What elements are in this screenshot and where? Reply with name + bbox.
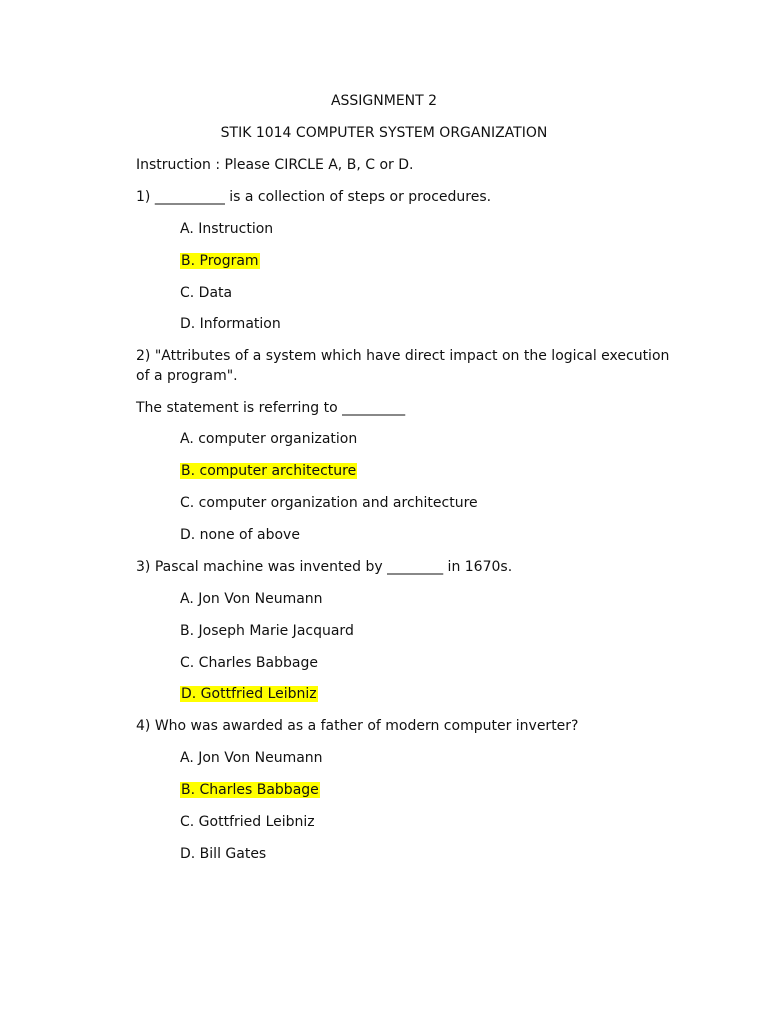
answer-highlight: B. Program: [181, 253, 259, 269]
question-1-option-c: C. Data: [180, 285, 233, 301]
instruction-text: Instruction : Please CIRCLE A, B, C or D.: [136, 157, 414, 173]
course-title: STIK 1014 COMPUTER SYSTEM ORGANIZATION: [220, 125, 548, 141]
question-2-prompt: The statement is referring to _________: [136, 400, 406, 416]
question-1: 1) __________ is a collection of steps or procedures.: [136, 189, 492, 205]
question-1-option-b: [180, 252, 260, 270]
answer-highlight: B. Charles Babbage: [181, 782, 319, 798]
question-3-option-b: B. Joseph Marie Jacquard: [180, 623, 354, 639]
question-4-option-d: D. Bill Gates: [180, 846, 267, 862]
question-3-option-d: [180, 685, 318, 703]
question-1-option-d: D. Information: [180, 316, 281, 332]
question-2-option-c: C. computer organization and architecture: [180, 495, 478, 511]
question-3: 3) Pascal machine was invented by ________ in 1670s.: [136, 559, 513, 575]
question-3-option-a: A. Jon Von Neumann: [180, 591, 323, 607]
assignment-title: ASSIGNMENT 2: [330, 93, 438, 109]
question-2-option-b: [180, 462, 357, 480]
question-2-line-2: of a program".: [136, 368, 238, 384]
question-2-option-a: A. computer organization: [180, 431, 358, 447]
question-4-option-b: [180, 781, 320, 799]
answer-highlight: D. Gottfried Leibniz: [181, 686, 317, 702]
question-1-option-a: A. Instruction: [180, 221, 274, 237]
question-4-option-a: A. Jon Von Neumann: [180, 750, 323, 766]
question-4-option-c: C. Gottfried Leibniz: [180, 814, 315, 830]
question-2-line-1: 2) "Attributes of a system which have direct impact on the logical execution: [136, 348, 670, 364]
answer-highlight: B. computer architecture: [181, 463, 357, 479]
question-4: 4) Who was awarded as a father of modern computer inverter?: [136, 718, 579, 734]
question-2-option-d: D. none of above: [180, 527, 300, 543]
question-3-option-c: C. Charles Babbage: [180, 655, 318, 671]
